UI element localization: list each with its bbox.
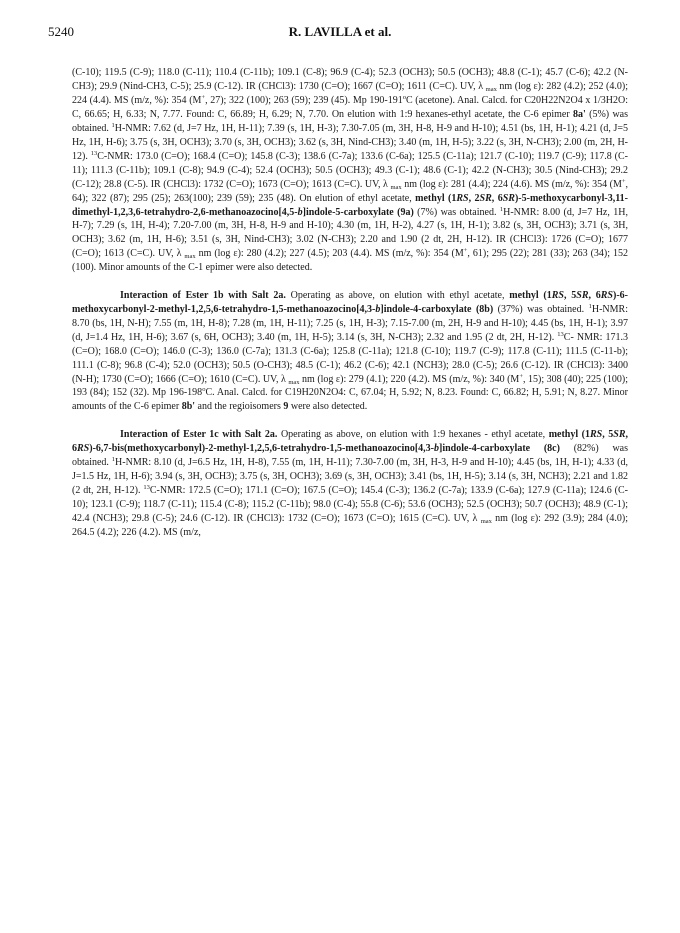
running-head xyxy=(0,24,680,44)
body-text xyxy=(72,66,628,540)
paragraph-ester-1c-salt-2a xyxy=(72,428,628,540)
paragraph-heading: Interaction of Ester 1c with Salt 2a. xyxy=(120,428,278,440)
running-head-authors: R. LAVILLA et al. xyxy=(288,24,392,39)
paragraph-heading: Interaction of Ester 1b with Salt 2a. xyxy=(120,289,286,301)
paragraph-epimer-8a-data: (C-10); 119.5 (C-9); 118.0 (C-11); 110.4 (C-11b); 109.1 (C-8); 96.9 (C-4); 52.3 (OCH3); 50.5 (OCH3); 48.8 (C-1); 45.7 (C-6); 42.2 (N-CH3); 29.9 (Nind-CH3, C-5); 25.9 (C-12). IR (CHCl3): 1730 (C=O); 1667 (C=O); 1611 (C=C). UV, λ $_{max}$ nm (log ε): 282 (4.2); 252 (4.0); 224 (4.4). MS (m/z, %): 354 (M+, 27); 322 (100); 263 (59); 239 (45). Mp 190-191$^o$C (acetone). Anal. Calcd. for C20H22N2O4 x 1/3H2O: C, 66.65; H, 6.33; N, 7.77. Found: C, 66.89; H, 6.29; N, 7.70. On elution with 1:9 hexanes-ethyl acetate, the C-6 epimer 8a' (5%) was obtained. $^1$H-NMR: 7.62 (d, J=7 Hz, 1H, H-11); 7.39 (s, 1H, H-3); 7.30-7.05 (m, 3H, H-8, H-9 and H-10); 4.51 (bs, 1H, H-1); 4.21 (d, J=5 Hz, 1H, H-6); 3.75 (s, 3H, OCH3); 3.70 (s, 3H, OCH3); 3.62 (s, 3H, Nind-CH3); 3.40 (m, 1H, H-5); 3.22 (s, 3H, N-CH3); 2.00 (m, 2H, H-12). $^{13}$C-NMR: 173.0 (C=O); 168.4 (C=O); 145.8 (C-3); 138.6 (C-7a); 133.6 (C-6a); 125.5 (C-11a); 121.7 (C-10); 119.7 (C-9); 117.8 (C-11); 111.3 (C-11b); 109.1 (C-8); 94.9 (C-4); 52.4 (OCH3); 50.5 (OCH3); 49.3 (C-1); 48.6 (C-1); 42.2 (N-CH3); 30.5 (Nind-CH3); 29.2 (C-12); 28.8 (C-5). IR (CHCl3): 1732 (C=O); 1673 (C=O); 1613 (C=C). UV, λ $_{max}$ nm (log ε): 281 (4.4); 224 (4.6). MS (m/z, %): 354 (M+, 64); 322 (87); 295 (25); 263(100); 239 (59); 235 (48). On elution of ethyl acetate, methyl (1RS, 2SR, 6SR)-5-methoxycarbonyl-3,11-dimethyl-1,2,3,6-tetrahydro-2,6-methanoazocino[4,5-b]indole-5-carboxylate (9a) (7%) was obtained. $^1$H-NMR: 8.00 (d, J=7 Hz, 1H, H-7); 7.29 (s, 1H, H-4); 7.20-7.00 (m, 3H, H-8, H-9 and H-10); 4.30 (m, 1H, H-2), 4.27 (s, 1H, H-1); 3.82 (s, 3H, OCH3); 3.71 (s, 3H, OCH3); 3.62 (m, 1H, H-6); 3.51 (s, 3H, Nind-CH3); 3.02 (N-CH3); 2.20 and 1.90 (2 dt, 2H, H-12). IR (CHCl3): 1726 (C=O); 1677 (C=O); 1613 (C=C). UV, λ $_{max}$ nm (log ε): 280 (4.2); 227 (4.5); 203 (4.4). MS (m/z, %): 354 (M+, 61); 295 (22); 281 (33); 263 (34); 152 (100). Minor amounts of the C-1 epimer were also detected. xyxy=(72,67,629,274)
page-number: 5240 xyxy=(48,24,74,39)
paragraph-ester-1b-salt-2a xyxy=(72,289,628,415)
paragraph-body: Operating as above, on elution with 1:9 hexanes - ethyl acetate, methyl (1RS, 5SR, 6RS)-6,7-bis(methoxycarbonyl)-2-methyl-1,2,5,6-tetrahydro-1,5-methanoazocino[4,3-b]indole-4-carboxylate (8c) (82%) was obtained. $^1$H-NMR: 8.10 (d, J=6.5 Hz, 1H, H-8), 7.55 (m, 1H, H-11); 7.30-7.00 (m, 3H, H-3, H-9 and H-10); 4.45 (bs, 1H, H-1); 4.33 (d, J=1.5 Hz, 1H, H-6); 3.94 (s, 3H, OCH3); 3.75 (s, 3H, OCH3); 3.69 (s, 3H, OCH3); 3.41 (bs, 1H, H-5); 3.14 (s, 3H, NCH3); 2.21 and 1.82 (2 dt, 2H, H-12). $^{13}$C-NMR: 172.5 (C=O); 171.1 (C=O); 167.5 (C=O); 145.4 (C-3); 136.2 (C-7a); 133.9 (C-6a); 127.9 (C-11a); 124.6 (C-10); 123.1 (C-9); 118.7 (C-11); 115.4 (C-8); 115.2 (C-11b); 98.0 (C-4); 55.8 (C-6); 53.6 (OCH3); 52.5 (OCH3); 50.7 (OCH3); 48.9 (C-1); 42.4 (NCH3); 29.8 (C-5); 24.6 (C-12). IR (CHCl3): 1732 (C=O); 1673 (C=O); 1615 (C=C). UV, λ $_{max}$ nm (log ε): 292 (3.9); 284 (4.0); 264.5 (4.2); 226 (4.2). MS (m/z, xyxy=(72,428,629,538)
paragraph-body: Operating as above, on elution with ethyl acetate, methyl (1RS, 5SR, 6RS)-6-methoxycarbonyl-2-methyl-1,2,5,6-tetrahydro-1,5-methanoazocino[4,3-b]indole-4-carboxylate (8b) (37%) was obtained. $^1$H-NMR: 8.70 (bs, 1H, N-H); 7.55 (m, 1H, H-8); 7.28 (m, 1H, H-11); 7.25 (s, 1H, H-3); 7.15-7.00 (m, 2H, H-9 and H-10); 4.45 (bs, 1H, H-1); 3.97 (d, J=1.4 Hz, 1H, H-6); 3.67 (s, 6H, OCH3); 3.40 (m, 1H, H-5); 3.14 (s, 3H, N-CH3); 2.32 and 1.95 (2 dt, 2H, H-12). $^{13}$C- NMR: 171.3 (C=O); 168.0 (C=O); 146.0 (C-3); 136.0 (C-7a); 131.3 (C-6a); 125.8 (C-11a); 121.8 (C-10); 119.7 (C-9); 117.8 (C-11); 111.5 (C-11-b); 111.1 (C-8); 96.8 (C-4); 52.0 (OCH3); 50.5 (O-CH3); 48.5 (C-1); 46.2 (C-6); 42.1 (NCH3); 28.0 (C-5); 26.6 (C-12). IR (CHCl3): 3400 (N-H); 1730 (C=O); 1666 (C=O); 1610 (C=C). UV, λ $_{max}$ nm (log ε): 279 (4.1); 220 (4.2). MS (m/z, %): 340 (M+, 15); 308 (40); 225 (100); 193 (84); 152 (32). Mp 196-198$^o$C. Anal. Calcd. for C19H20N2O4: C, 67.04; H, 5.92; N, 8.23. Found: C, 66.82; H, 5.91; N, 8.27. Minor amounts of the C-6 epimer 8b' and the regioisomers 9 were also detected. xyxy=(72,289,628,413)
